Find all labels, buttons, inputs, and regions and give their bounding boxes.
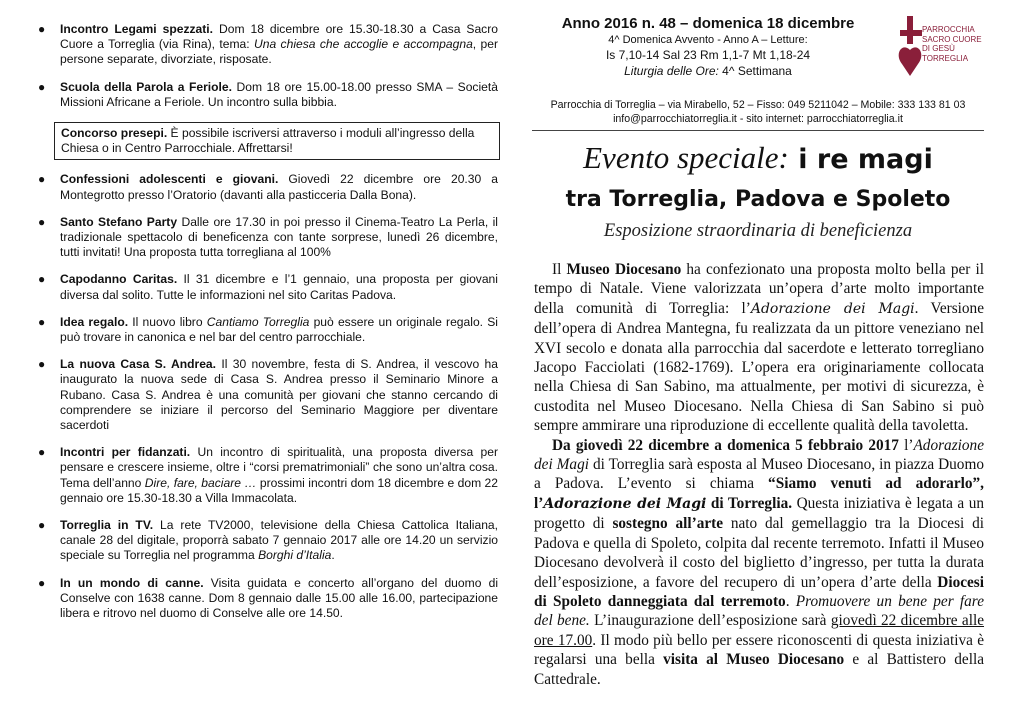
notice-text-end: . (331, 548, 335, 563)
text-run-bold-italic: Adorazione dei Magi (543, 495, 707, 512)
notice-box-title: Concorso presepi. (61, 126, 168, 141)
notice-title: Capodanno Caritas. (60, 272, 178, 287)
logo-line: PARROCCHIA (922, 25, 975, 34)
notice-text: Un incontro di spiritualità, una proposta diversa per pensare e crescere insieme, oltre i “corsi prematrimoniali” che sono un’altra cosa. Tema dell’anno (60, 445, 498, 490)
divider (532, 130, 984, 131)
text-run-bold: “Siamo venuti ad adorarlo”, l’ (534, 475, 984, 512)
notice-text-end: , per persone separate, divorziate, risposate. (60, 37, 498, 67)
notice-text: La rete TV2000, televisione della Chiesa Cattolica Italiana, canale 28 del digitale, proporrà sabato 7 gennaio 2017 alle ore 14.20 un servizio speciale su Torreglia nel programma (60, 518, 498, 563)
notice-title: Idea regalo. (60, 314, 129, 329)
article-title (532, 140, 984, 178)
text-run: di Torreglia sarà esposta al Museo Diocesano, in piazza Duomo a Padova. L’evento si chiama (534, 456, 984, 493)
liturgy-week: 4^ Settimana (718, 64, 792, 78)
bullet-icon: ● (38, 79, 46, 94)
text-run-bold: visita al Museo Diocesano (663, 651, 845, 669)
text-run-italic: Promuovere un bene per fare del bene. (534, 592, 984, 630)
notice-item (30, 315, 498, 345)
notice-title: Torreglia in TV. (60, 518, 154, 533)
notice-text: Dom 18 ore 15.00-18.00 presso SMA – Società Missioni Africane a Feriole. Un incontro sulla bibbia. (60, 79, 498, 109)
logo-text (922, 25, 982, 63)
liturgy-line (532, 63, 884, 79)
text-run-bold: di Torreglia. (706, 494, 793, 512)
bullet-icon: ● (38, 22, 46, 36)
article-subtitle: Esposizione straordinaria di beneficienza (603, 221, 913, 241)
notice-text: Visita guidata e concerto all’organo del duomo di Conselve con 1638 canne. Dom 8 gennaio dalle 15.00 alle 16.00, partecipazione libera e ritrovo nel duomo di Conselve alle ore 14.50. (60, 575, 499, 621)
notice-title: Incontro Legami spezzati. (60, 22, 214, 36)
article-body (534, 260, 984, 689)
notice-title: Santo Stefano Party (60, 214, 178, 229)
issue-title: Anno 2016 n. 48 – domenica 18 dicembre (561, 15, 855, 32)
text-run-bold: Da giovedì 22 dicembre a domenica 5 febbraio 2017 (552, 436, 899, 454)
notice-item (30, 172, 498, 202)
liturgy-label: Liturgia delle Ore: (624, 64, 719, 78)
article-title-italic: Evento speciale: (583, 140, 789, 175)
readings-line: Is 7,10-14 Sal 23 Rm 1,1-7 Mt 1,18-24 (605, 48, 811, 62)
contacts-web: info@parrocchiatorreglia.it - sito internet: parrocchiatorreglia.it (613, 113, 903, 125)
notice-text: Il nuovo libro (128, 314, 207, 329)
notice-text-italic: Borghi d’Italia (258, 548, 332, 563)
article-paragraph (534, 260, 984, 436)
text-run: Il (552, 261, 567, 278)
left-column (30, 22, 498, 633)
notice-item (30, 445, 498, 506)
text-run: L’inaugurazione dell’esposizione sarà (589, 612, 831, 630)
text-run-italic: Adorazione dei Magi (750, 300, 915, 317)
notice-text: Dalle ore 17.30 in poi presso il Cinema-Teatro La Perla, il tradizionale spettacolo di beneficenza con tante sorprese, lunedì 26 dicembre, tutti invitati! Una proposta tutta torregliana al 100% (60, 214, 498, 260)
notice-item (30, 272, 498, 302)
notice-text: Dom 18 dicembre ore 15.30-18.30 a Casa Sacro Cuore a Torreglia (via Rina), tema: (60, 22, 498, 52)
notice-box-text: È possibile iscriversi attraverso i moduli all’ingresso della Chiesa o in Centro Parrocchiale. Affrettarsi! (61, 126, 475, 156)
text-run-bold: Diocesi di Spoleto danneggiata dal terremoto (534, 573, 984, 610)
bullet-icon: ● (38, 214, 46, 229)
text-run: e al Battistero della Cattedrale. (534, 651, 984, 688)
bullet-icon: ● (38, 172, 46, 187)
bullet-icon: ● (38, 445, 46, 460)
notice-text-italic: Cantiamo Torreglia (206, 314, 310, 329)
bullet-icon: ● (38, 272, 46, 287)
text-run-italic: Adorazione dei Magi (534, 436, 984, 474)
bullet-icon: ● (38, 357, 46, 372)
notice-item (30, 215, 498, 261)
text-run: nato dal gemellaggio tra la Diocesi di Padova e quella di Spoleto, colpita dal recente terremoto. Infatti il Museo Diocesano devolverà il costo del biglietto d’ingresso, per tutta la durata dell’esposizione, a favore del recupero di un’opera d’arte della (534, 515, 984, 591)
notice-text: Il 30 novembre, festa di S. Andrea, il vescovo ha inaugurato la nuova sede di Casa S. Andrea presso il Seminario Minore a Rubano. Casa S. Andrea è una comunità per giovani che stanno cercando di comprendere se iniziare il percorso del Seminario Maggiore per diventare sacerdoti (60, 357, 498, 433)
issue-header (532, 14, 884, 79)
notice-text-italic: Una chiesa che accoglie e accompagna (254, 37, 473, 52)
notice-text: Il 31 dicembre e l’1 gennaio, una proposta per giovani diversa dal solito. Tutte le informazioni nel sito Caritas Padova. (60, 272, 498, 302)
notice-box-presepi (54, 122, 500, 160)
contacts-address: Parrocchia di Torreglia – via Mirabello, 52 – Fisso: 049 5211042 – Mobile: 333 133 81 03 (550, 99, 966, 111)
parish-contacts (532, 98, 984, 126)
notice-text-italic: Dire, fare, baciare … (144, 475, 257, 490)
article-title-bold: i re magi (788, 144, 933, 175)
article-title-line2: tra Torreglia, Padova e Spoleto (565, 187, 951, 212)
parish-logo (896, 14, 992, 86)
bullet-icon: ● (38, 518, 46, 533)
sunday-label: 4^ Domenica Avvento - Anno A – Letture: (608, 34, 808, 46)
text-run: . Il modo più bello per essere riconoscenti di questa iniziativa è regalarsi una bella (534, 631, 984, 669)
text-run: ha confezionato una proposta molto bella per il tempo di Natale. Viene valorizzata un’opera d’arte molto importante della comunità di Torreglia: l’ (534, 261, 984, 317)
text-run-underline: giovedì 22 dicembre alle ore 17.00 (534, 612, 985, 649)
logo-line: TORREGLIA (922, 53, 969, 63)
text-run-bold: Museo Diocesano (566, 261, 682, 278)
notice-item (30, 357, 498, 433)
notice-item (30, 518, 498, 564)
notice-text-end: può essere un originale regalo. Si può trovare in canonica e nel bar del centro parrocchiale. (60, 314, 498, 345)
notice-item (30, 22, 498, 68)
text-run-bold: sostegno all’arte (612, 515, 724, 533)
text-run: l’ (898, 436, 914, 454)
logo-line: SACRO CUORE (922, 34, 982, 44)
bullet-icon: ● (38, 314, 46, 329)
text-run: . Versione dell’opera di Andrea Mantegna, fu realizzata da un pittore veneziano nel XVI secolo e donata alla parrocchia dal sacerdote e letterato torregliano Jacopo Facciolati (1682-1769). L’opera era originariamente collocata nella Chiesa di San Sabino, ma attualmente, per motivi di sicurezza, è custodita nel Museo Diocesano. Nella Chiesa di San Sabino si può sempre ammirare una riproduzione di eccellente qualità della tavoletta. (534, 299, 984, 435)
notice-title: Scuola della Parola a Feriole. (60, 79, 232, 94)
notice-title: In un mondo di canne. (60, 575, 204, 590)
notice-text-end: prossimi incontri dom 18 dicembre e dom 22 gennaio ore 15.30-18.30 a Villa Immacolata. (60, 475, 499, 505)
notice-title: Incontri per fidanzati. (60, 445, 191, 460)
text-run: Questa iniziativa è legata a un progetto di (534, 494, 984, 533)
bullet-icon: ● (38, 575, 46, 590)
notice-title: La nuova Casa S. Andrea. (60, 357, 217, 372)
text-run: . (785, 592, 796, 610)
logo-line: DI GESÙ (922, 44, 955, 53)
notice-item (30, 80, 498, 110)
notice-title: Confessioni adolescenti e giovani. (60, 172, 279, 187)
article-paragraph (534, 436, 984, 689)
notice-item (30, 576, 498, 622)
notice-text: Giovedì 22 dicembre ore 20.30 a Montegrotto presso l’Oratorio (davanti alla pasticceria Dalla Bona). (60, 172, 499, 202)
